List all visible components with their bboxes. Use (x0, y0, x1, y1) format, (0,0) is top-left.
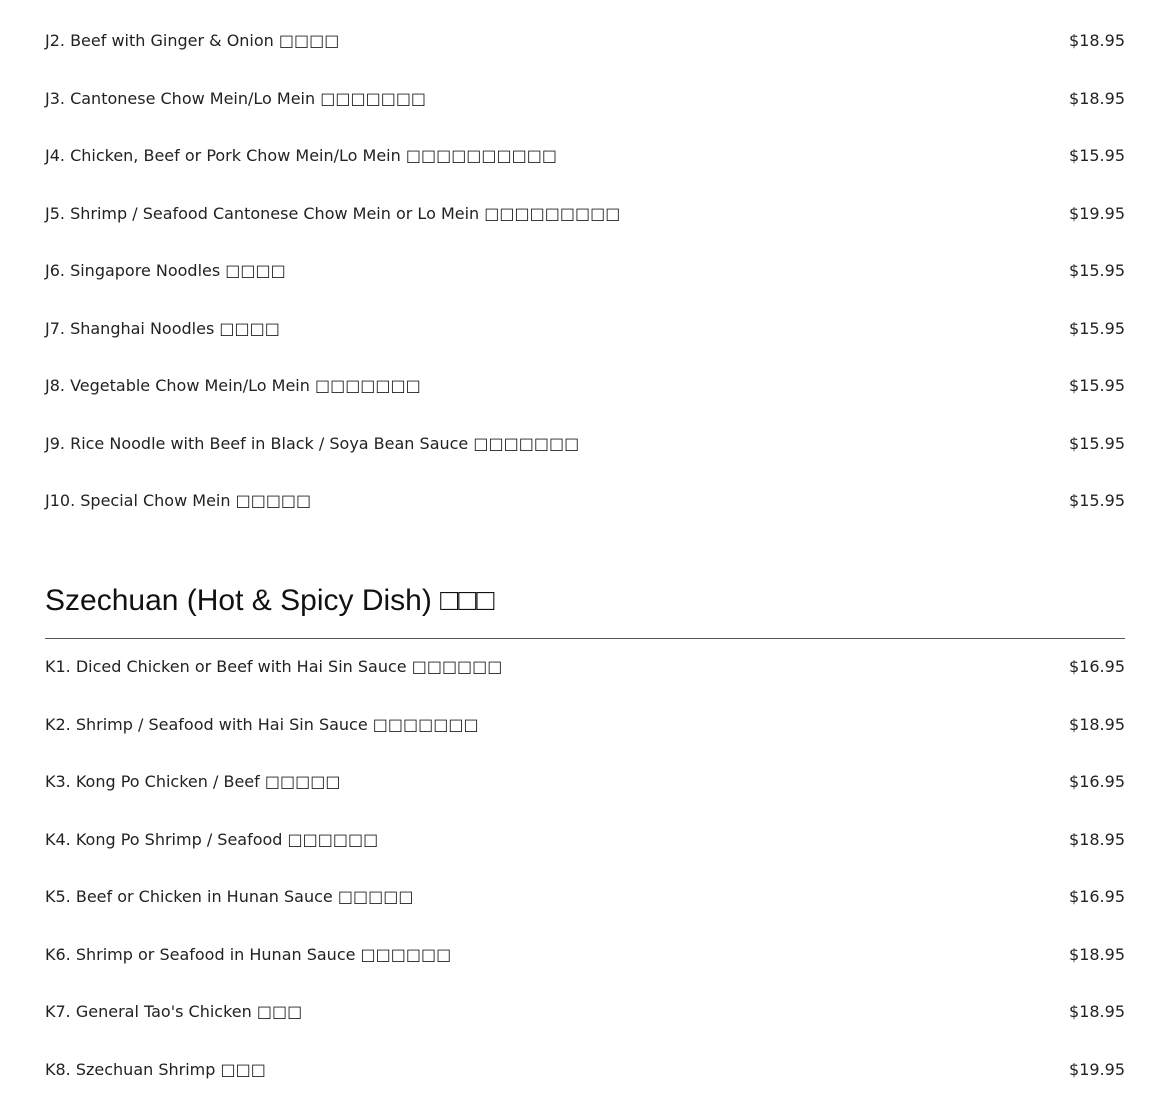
menu-item-price: $18.95 (1069, 714, 1125, 734)
menu-item-name: J4. Chicken, Beef or Pork Chow Mein/Lo Mein □□□□□□□□□□ (45, 146, 558, 166)
menu-item (45, 242, 1125, 300)
menu-item-name: J2. Beef with Ginger & Onion □□□□ (45, 31, 340, 51)
menu-item-price: $15.95 (1069, 318, 1125, 338)
menu-item (45, 926, 1125, 984)
menu-item-name: J3. Cantonese Chow Mein/Lo Mein □□□□□□□ (45, 88, 427, 108)
menu-item (45, 811, 1125, 869)
menu-item-name: K7. General Tao's Chicken □□□ (45, 1002, 303, 1022)
menu-section-szechuan (45, 638, 1125, 1098)
menu-item (45, 753, 1125, 811)
menu-item-name: J9. Rice Noodle with Beef in Black / Soya Bean Sauce □□□□□□□ (45, 433, 580, 453)
menu-item (45, 12, 1125, 70)
menu-item-name: J7. Shanghai Noodles □□□□ (45, 318, 280, 338)
menu-item-name: K8. Szechuan Shrimp □□□ (45, 1059, 266, 1079)
menu-item (45, 696, 1125, 754)
menu-item-name: K2. Shrimp / Seafood with Hai Sin Sauce □□□□□□□ (45, 714, 479, 734)
menu-item (45, 300, 1125, 358)
menu-item-name: K3. Kong Po Chicken / Beef □□□□□ (45, 772, 341, 792)
menu-item-price: $16.95 (1069, 887, 1125, 907)
menu-item (45, 127, 1125, 185)
menu-item-price: $18.95 (1069, 944, 1125, 964)
menu-item (45, 1041, 1125, 1099)
menu-item (45, 638, 1125, 696)
menu-item (45, 357, 1125, 415)
menu-item-price: $18.95 (1069, 829, 1125, 849)
menu-section-noodles (45, 12, 1125, 530)
menu-item-price: $15.95 (1069, 491, 1125, 511)
menu-item (45, 472, 1125, 530)
menu-item-price: $16.95 (1069, 657, 1125, 677)
menu-item-name: K1. Diced Chicken or Beef with Hai Sin Sauce □□□□□□ (45, 657, 503, 677)
menu-item-price: $16.95 (1069, 772, 1125, 792)
menu-item-price: $19.95 (1069, 203, 1125, 223)
menu-item-price: $18.95 (1069, 31, 1125, 51)
menu-item-price: $15.95 (1069, 433, 1125, 453)
menu-item-name: J6. Singapore Noodles □□□□ (45, 261, 286, 281)
menu-item-name: K6. Shrimp or Seafood in Hunan Sauce □□□□□□ (45, 944, 452, 964)
menu-item (45, 983, 1125, 1041)
menu-item-name: K5. Beef or Chicken in Hunan Sauce □□□□□ (45, 887, 414, 907)
menu-item (45, 415, 1125, 473)
menu-item-name: J10. Special Chow Mein □□□□□ (45, 491, 312, 511)
menu-item-price: $15.95 (1069, 376, 1125, 396)
section-title-szechuan: Szechuan (Hot & Spicy Dish) □□□ (45, 584, 495, 617)
menu-item (45, 70, 1125, 128)
menu-item (45, 185, 1125, 243)
menu-item (45, 868, 1125, 926)
menu-item-price: $15.95 (1069, 146, 1125, 166)
menu-item-name: K4. Kong Po Shrimp / Seafood □□□□□□ (45, 829, 379, 849)
menu-item-name: J8. Vegetable Chow Mein/Lo Mein □□□□□□□ (45, 376, 421, 396)
menu-item-name: J5. Shrimp / Seafood Cantonese Chow Mein or Lo Mein □□□□□□□□□ (45, 203, 621, 223)
menu-item-price: $19.95 (1069, 1059, 1125, 1079)
menu-item-price: $15.95 (1069, 261, 1125, 281)
menu-item-price: $18.95 (1069, 1002, 1125, 1022)
menu-item-price: $18.95 (1069, 88, 1125, 108)
